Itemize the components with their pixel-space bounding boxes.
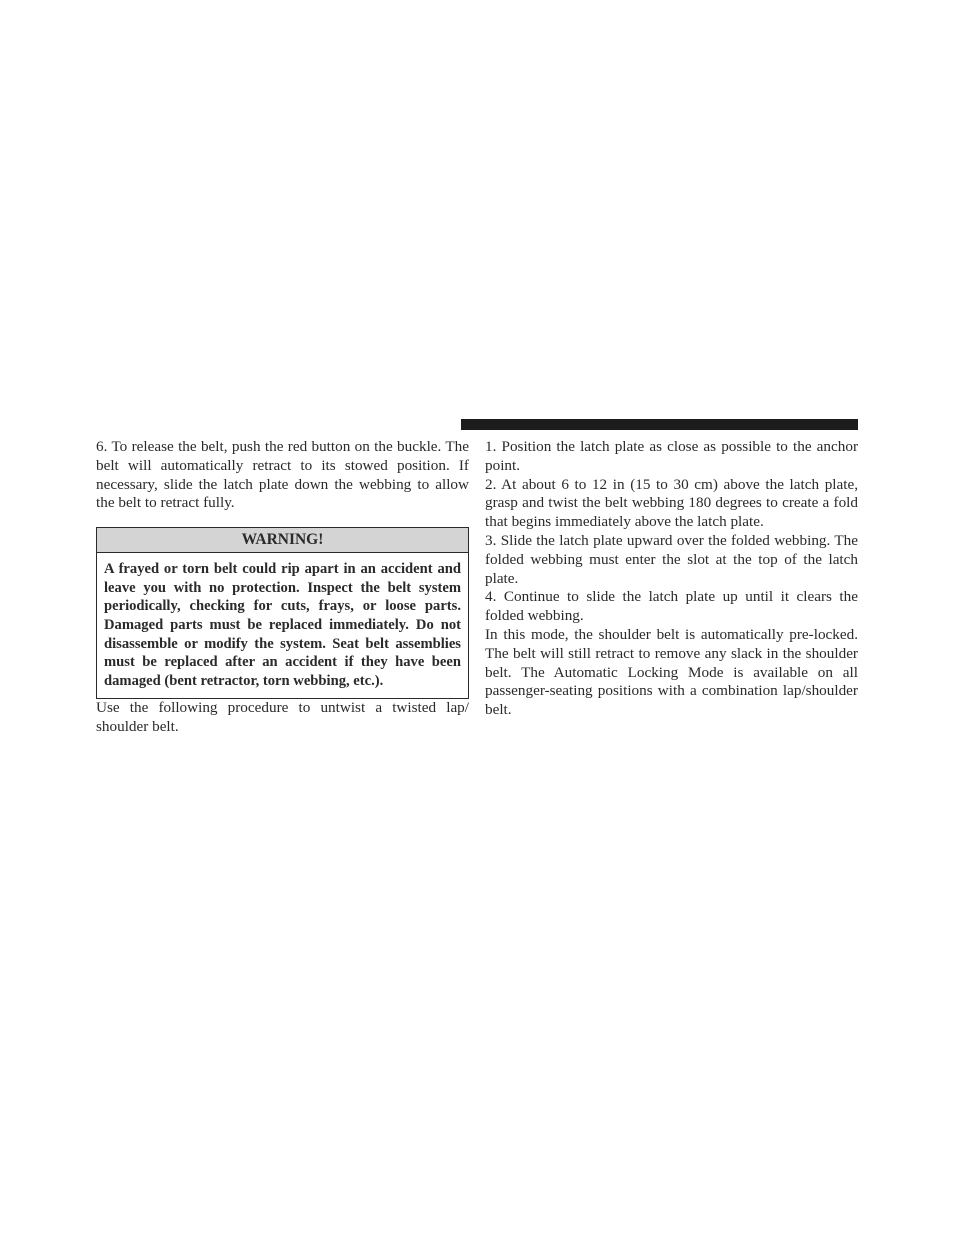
untwist-step-1: 1. Position the latch plate as close as possible to the anchor point. [485,438,858,474]
section-header-bar [461,419,858,430]
automatic-locking-mode-paragraph: In this mode, the shoulder belt is automatically pre-locked. The belt will still retract to remove any slack in the shoulder belt. The Automatic Locking Mode is available on all passenger-seating positions with a combination lap/shoulder belt. [485,625,858,719]
right-column [485,438,858,720]
step-6-paragraph: 6. To release the belt, push the red button on the buckle. The belt will automatically retract to its stowed position. If necessary, slide the latch plate down the webbing to allow the belt to retract fully. [96,438,469,512]
untwist-intro-paragraph: Use the following procedure to untwist a twisted lap/ shoulder belt. [96,699,469,736]
warning-title: WARNING! [97,528,468,553]
warning-body: A frayed or torn belt could rip apart in an accident and leave you with no protection. Inspect the belt system periodically, checking for cuts, frays, or loose parts. Damaged parts must be replaced immediately. Do not disassemble or modify the system. Seat belt assemblies must be replaced after an accident if they have been damaged (bent retractor, torn webbing, etc.). [104,561,461,689]
untwist-step-4: 4. Continue to slide the latch plate up until it clears the folded webbing. [485,588,858,625]
left-column [96,438,469,737]
warning-box [96,527,469,699]
untwist-step-3: 3. Slide the latch plate upward over the folded webbing. The folded webbing must enter the slot at the top of the latch plate. [485,531,858,587]
untwist-step-2: 2. At about 6 to 12 in (15 to 30 cm) above the latch plate, grasp and twist the belt webbing 180 degrees to create a fold that begins immediately above the latch plate. [485,475,858,531]
